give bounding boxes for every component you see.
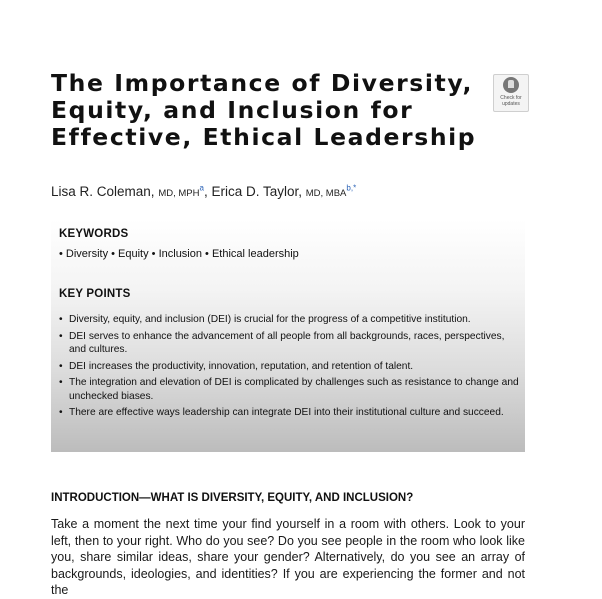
introduction-heading: INTRODUCTION—WHAT IS DIVERSITY, EQUITY, AND INCLUSION? [51, 492, 414, 504]
keywords-heading: KEYWORDS [59, 228, 129, 240]
introduction-paragraph: Take a moment the next time your find yourself in a room with others. Look to your left, then to your right. Who do you see? Do you see people in the room who look like you, share similar ideas, share your gender? Alternatively, do you see an array of backgrounds, ideologies, and identities? If you are experiencing the former and not the [51, 517, 525, 597]
badge-line-2: updates [502, 101, 520, 107]
key-point-item: • DEI increases the productivity, innovation, reputation, and retention of talent. [59, 360, 521, 374]
keywords-list: • Diversity • Equity • Inclusion • Ethical leadership [59, 248, 299, 260]
author-1-name: Lisa R. Coleman, [51, 184, 155, 199]
key-point-item: • Diversity, equity, and inclusion (DEI) is crucial for the progress of a competitive institution. [59, 313, 521, 327]
author-1-degrees: MD, MPH [158, 188, 200, 199]
author-2-degrees: MD, MBA [305, 188, 347, 199]
article-title: The Importance of Diversity, Equity, and Inclusion for Effective, Ethical Leadership [51, 69, 477, 151]
check-for-updates-label [494, 95, 528, 107]
author-2-name: , Erica D. Taylor, [203, 184, 302, 199]
key-point-item: • DEI serves to enhance the advancement of all people from all backgrounds, races, perspectives, and cultures. [59, 330, 521, 357]
key-point-item: • There are effective ways leadership can integrate DEI into their institutional culture and succeed. [59, 406, 521, 420]
key-points-heading: KEY POINTS [59, 288, 131, 300]
key-point-item: • The integration and elevation of DEI is complicated by challenges such as resistance to change and unchecked biases. [59, 376, 521, 403]
badge-line-1: Check for [500, 95, 522, 101]
keywords-keypoints-box [51, 219, 525, 452]
key-points-list [59, 313, 521, 423]
check-for-updates-icon [503, 77, 519, 93]
check-for-updates-badge[interactable] [493, 74, 529, 112]
author-1-affiliation-link[interactable]: a [199, 183, 204, 193]
author-line [51, 184, 356, 199]
author-2-affiliation-link[interactable]: b,* [346, 183, 357, 193]
